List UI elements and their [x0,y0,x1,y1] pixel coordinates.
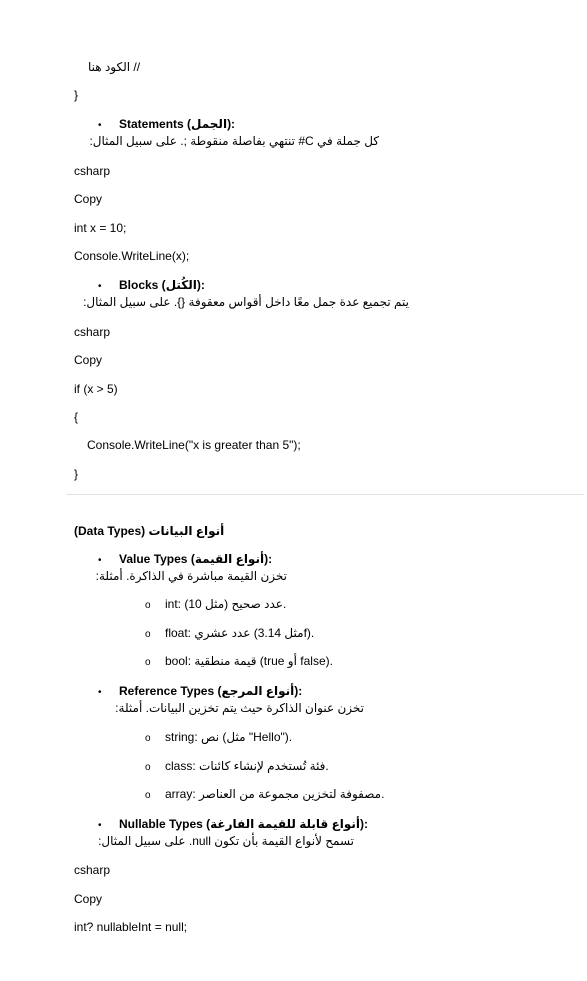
code-brace-close: } [74,88,79,102]
blocks-title: Blocks (الكُتل): [119,278,205,292]
code-line: int x = 10; [74,221,127,235]
code-line: Console.WriteLine("x is greater than 5"); [87,438,301,452]
value-types-description: تخزن القيمة مباشرة في الذاكرة. أمثلة: [95,569,287,583]
nullable-types-title: Nullable Types (أنواع قابلة للقيمة الفارغة): [119,817,369,831]
code-line: { [74,410,79,424]
reference-type-class: class: فئة تُستخدم لإنشاء كائنات. [165,759,329,773]
bullet-icon: • [98,120,102,131]
bullet-icon: • [98,555,102,566]
sub-bullet-icon: o [145,629,151,640]
code-comment: // الكود هنا [88,60,141,74]
sub-bullet-icon: o [145,733,151,744]
sub-bullet-icon: o [145,600,151,611]
copy-button[interactable]: Copy [74,192,103,206]
statements-title: Statements (الجمل): [119,117,236,131]
section-divider [66,494,584,495]
copy-button[interactable]: Copy [74,353,103,367]
code-line: } [74,467,79,481]
value-type-float: float: عدد عشري (مثل 3.14f). [165,626,315,640]
reference-types-description: تخزن عنوان الذاكرة حيث يتم تخزين البيانات. أمثلة: [115,701,364,715]
code-language-label: csharp [74,863,111,877]
bullet-icon: • [98,820,102,831]
statements-description: كل جملة في C# تنتهي بفاصلة منقوطة ;. على سبيل المثال: [89,134,379,148]
reference-types-title: Reference Types (أنواع المرجع): [119,684,303,698]
code-language-label: csharp [74,164,111,178]
reference-type-string: string: نص (مثل "Hello"). [165,730,293,744]
code-language-label: csharp [74,325,111,339]
code-line: if (x > 5) [74,382,118,396]
value-types-title: Value Types (أنواع القيمة): [119,552,273,566]
sub-bullet-icon: o [145,762,151,773]
reference-type-array: array: مصفوفة لتخزين مجموعة من العناصر. [165,787,385,801]
sub-bullet-icon: o [145,790,151,801]
bullet-icon: • [98,687,102,698]
value-type-bool: bool: قيمة منطقية (true أو false). [165,654,333,668]
code-line: int? nullableInt = null; [74,920,188,934]
copy-button[interactable]: Copy [74,892,103,906]
blocks-description: يتم تجميع عدة جمل معًا داخل أقواس معقوفة {}. على سبيل المثال: [83,295,409,309]
data-types-heading: أنواع البيانات (Data Types) [74,524,225,538]
sub-bullet-icon: o [145,657,151,668]
bullet-icon: • [98,281,102,292]
nullable-types-description: تسمح لأنواع القيمة بأن تكون null. على سبيل المثال: [98,834,354,848]
value-type-int: int: عدد صحيح (مثل 10). [165,597,287,611]
code-line: Console.WriteLine(x); [74,249,190,263]
